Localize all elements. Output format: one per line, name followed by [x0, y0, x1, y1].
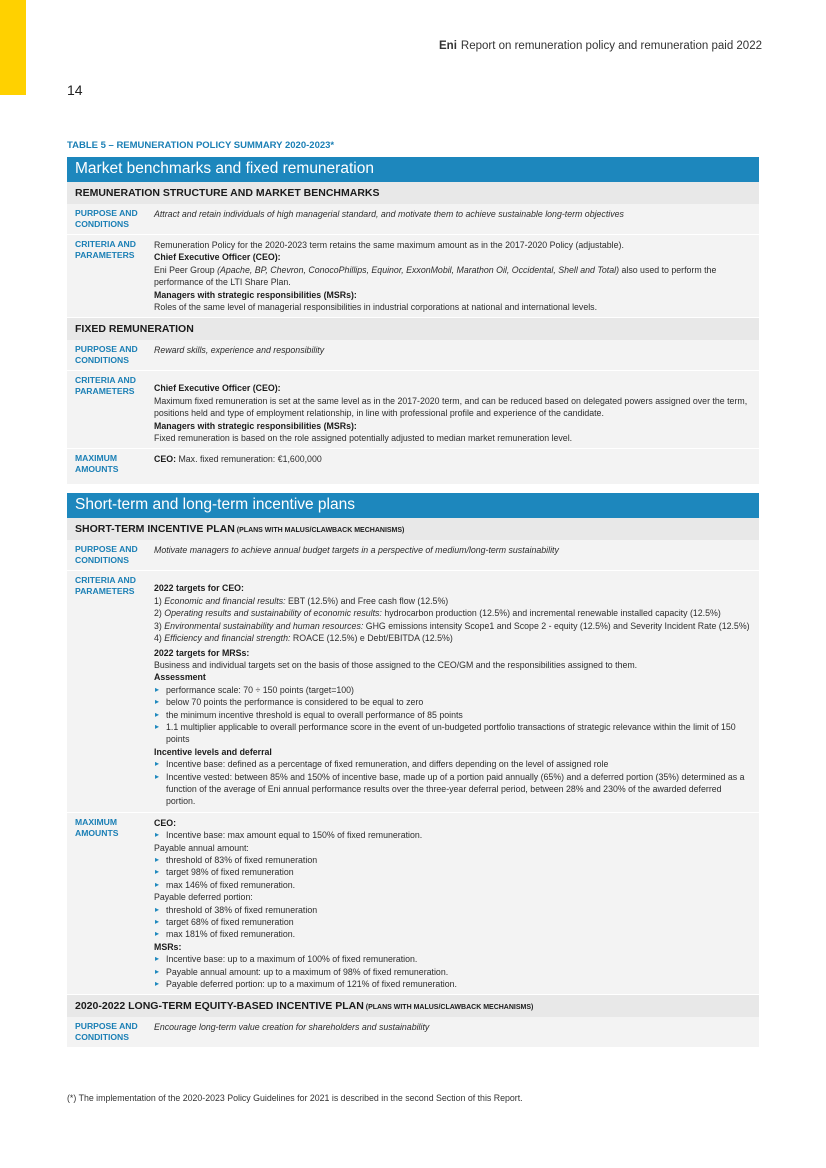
- row-text: Reward skills, experience and responsibility: [154, 345, 325, 356]
- text-heading: Chief Executive Officer (CEO):: [154, 383, 281, 394]
- row-label: CRITERIA AND PARAMETERS: [75, 375, 136, 397]
- text-line: Roles of the same level of managerial responsibilities in industrial corporations at national and international levels.: [154, 302, 598, 313]
- table-row: [67, 1017, 759, 1048]
- table-row: [67, 235, 759, 318]
- row-label: CRITERIA AND PARAMETERS: [75, 239, 136, 260]
- bullet-item: ▸ target 68% of fixed remuneration: [154, 916, 751, 928]
- text-line: Payable deferred portion:: [154, 892, 253, 903]
- row-text: [154, 375, 759, 444]
- remuneration-table: [67, 140, 759, 1048]
- bullet-item: ▸ performance scale: 70 ÷ 150 points (target=100): [154, 684, 751, 696]
- row-text: [154, 575, 759, 807]
- table-row: [67, 204, 759, 235]
- table-row: [67, 371, 759, 449]
- table-row: [67, 813, 759, 996]
- row-text: Motivate managers to achieve annual budget targets in a perspective of medium/long-term sustainability: [154, 545, 559, 556]
- text-span: Max. fixed remuneration: €1,600,000: [176, 454, 322, 465]
- text-heading: CEO:: [154, 454, 176, 465]
- text-span: Eni Peer Group: [154, 264, 218, 275]
- report-title: Report on remuneration policy and remuneration paid 2022: [460, 40, 762, 52]
- text-line: Payable annual amount:: [154, 842, 249, 853]
- text-line: [154, 264, 751, 289]
- bullet-item: ▸ max 146% of fixed remuneration.: [154, 879, 751, 891]
- text-span: (Apache, BP, Chevron, ConocoPhillips, Equinor, ExxonMobil, Marathon Oil, Occidental, Shell and Total): [217, 264, 620, 275]
- row-text: [154, 453, 759, 475]
- bullet-item: ▸ threshold of 83% of fixed remuneration: [154, 854, 751, 866]
- table-row: [67, 449, 759, 485]
- bullet-item: ▸ max 181% of fixed remuneration.: [154, 928, 751, 940]
- text-line: Business and individual targets set on the basis of those assigned to the CEO/GM and the responsibilities assigned to them.: [154, 659, 638, 670]
- row-text: Attract and retain individuals of high managerial standard, and motivate them to achieve sustainable long-term objectives: [154, 209, 624, 219]
- text-heading: Incentive levels and deferral: [154, 746, 272, 757]
- brand-name: Eni: [439, 40, 457, 52]
- text-heading: Chief Executive Officer (CEO):: [154, 252, 281, 263]
- row-text: [154, 239, 759, 313]
- text-heading: MSRs:: [154, 941, 182, 952]
- table-row: [67, 340, 759, 371]
- text-heading: CEO:: [154, 817, 176, 828]
- subsection-lti: [67, 995, 759, 1017]
- row-label: PURPOSE AND CONDITIONS: [75, 208, 138, 229]
- bullet-item: ▸ below 70 points the performance is considered to be equal to zero: [154, 696, 751, 708]
- table-row: [67, 571, 759, 812]
- footnote: (*) The implementation of the 2020-2023 Policy Guidelines for 2021 is described in the second Section of this Report.: [67, 1093, 523, 1103]
- row-text: Encourage long-term value creation for shareholders and sustainability: [154, 1022, 430, 1033]
- sub-title: 2020-2022 LONG-TERM EQUITY-BASED INCENTIVE PLAN: [75, 1000, 364, 1013]
- table-title: TABLE 5 – REMUNERATION POLICY SUMMARY 2020-2023*: [67, 140, 335, 151]
- bullet-item: ▸ Incentive vested: between 85% and 150% of incentive base, made up of a portion paid annually (65%) and a deferred portion (35%) determined as a function of the average of Eni annual performance results over the three-year deferral period, between 28% and 230% of the awarded deferred portion.: [154, 771, 751, 808]
- subsection-structure: REMUNERATION STRUCTURE AND MARKET BENCHMARKS: [67, 182, 759, 204]
- row-label: CRITERIA AND PARAMETERS: [75, 575, 136, 597]
- bullet-item: ▸ threshold of 38% of fixed remuneration: [154, 904, 751, 916]
- row-label: PURPOSE AND CONDITIONS: [75, 1021, 138, 1043]
- numbered-item: 1) Economic and financial results: EBT (12.5%) and Free cash flow (12.5%): [154, 595, 449, 606]
- row-text: [154, 817, 759, 991]
- row-label: PURPOSE AND CONDITIONS: [75, 344, 138, 366]
- section-heading-market: Market benchmarks and fixed remuneration: [67, 157, 759, 182]
- row-label: MAXIMUM AMOUNTS: [75, 816, 119, 838]
- text-heading: 2022 targets for CEO:: [154, 583, 244, 594]
- bullet-item: ▸ the minimum incentive threshold is equal to overall performance of 85 points: [154, 709, 751, 721]
- text-heading: Managers with strategic responsibilities (MSRs):: [154, 420, 357, 431]
- text-line: Maximum fixed remuneration is set at the same level as in the 2017-2020 term, and can be reduced based on delegated powers assigned over the term, positions held and type of employment relationship, in line with professional profile and experience of the candidate.: [154, 395, 748, 419]
- bullet-item: ▸ Incentive base: defined as a percentage of fixed remuneration, and differs depending on the level of assigned role: [154, 758, 751, 770]
- subsection-sti: [67, 518, 759, 540]
- sub-title: SHORT-TERM INCENTIVE PLAN: [75, 523, 235, 536]
- text-line: Fixed remuneration is based on the role assigned potentially adjusted to median market remuneration level.: [154, 433, 573, 444]
- bullet-item: ▸ 1.1 multiplier applicable to overall performance score in the event of un-budgeted portfolio transactions of strategic relevance within the limit of 150 points: [154, 721, 751, 746]
- row-label: PURPOSE AND CONDITIONS: [75, 544, 138, 566]
- text-line: Remuneration Policy for the 2020-2023 term retains the same maximum amount as in the 2017-2020 Policy (adjustable).: [154, 240, 624, 250]
- sub-title-note: (PLANS WITH MALUS/CLAWBACK MECHANISMS): [234, 527, 405, 535]
- numbered-item: 2) Operating results and sustainability of economic results: hydrocarbon production (12.5%) and incremental renewable installed capacity (12.5%): [154, 608, 721, 619]
- text-heading: Managers with strategic responsibilities (MSRs):: [154, 289, 357, 300]
- bullet-item: ▸ Incentive base: max amount equal to 150% of fixed remuneration.: [154, 829, 751, 841]
- numbered-item: 3) Environmental sustainability and human resources: GHG emissions intensity Scope1 and Scope 2 - equity (12.5%) and Severity Incident Rate (12.5%): [154, 620, 750, 631]
- row-label: MAXIMUM AMOUNTS: [75, 453, 119, 475]
- running-header: [439, 40, 762, 52]
- page-number: 14: [67, 82, 83, 98]
- subsection-fixed: FIXED REMUNERATION: [67, 318, 759, 340]
- numbered-item: 4) Efficiency and financial strength: ROACE (12.5%) e Debt/EBITDA (12.5%): [154, 633, 453, 644]
- section-heading-incentives: Short-term and long-term incentive plans: [67, 493, 759, 518]
- text-heading: Assessment: [154, 672, 206, 683]
- bullet-item: ▸ Payable deferred portion: up to a maximum of 121% of fixed remuneration.: [154, 978, 751, 990]
- bullet-item: ▸ Payable annual amount: up to a maximum of 98% of fixed remuneration.: [154, 966, 751, 978]
- text-heading: 2022 targets for MRSs:: [154, 647, 250, 658]
- text-span: also used to perform the performance of the LTI Share Plan.: [154, 264, 717, 288]
- table-row: [67, 540, 759, 571]
- bullet-item: ▸ Incentive base: up to a maximum of 100% of fixed remuneration.: [154, 953, 751, 965]
- bullet-item: ▸ target 98% of fixed remuneration: [154, 866, 751, 878]
- sub-title-note: (PLANS WITH MALUS/CLAWBACK MECHANISMS): [363, 1004, 534, 1012]
- yellow-accent-bar: [0, 0, 26, 95]
